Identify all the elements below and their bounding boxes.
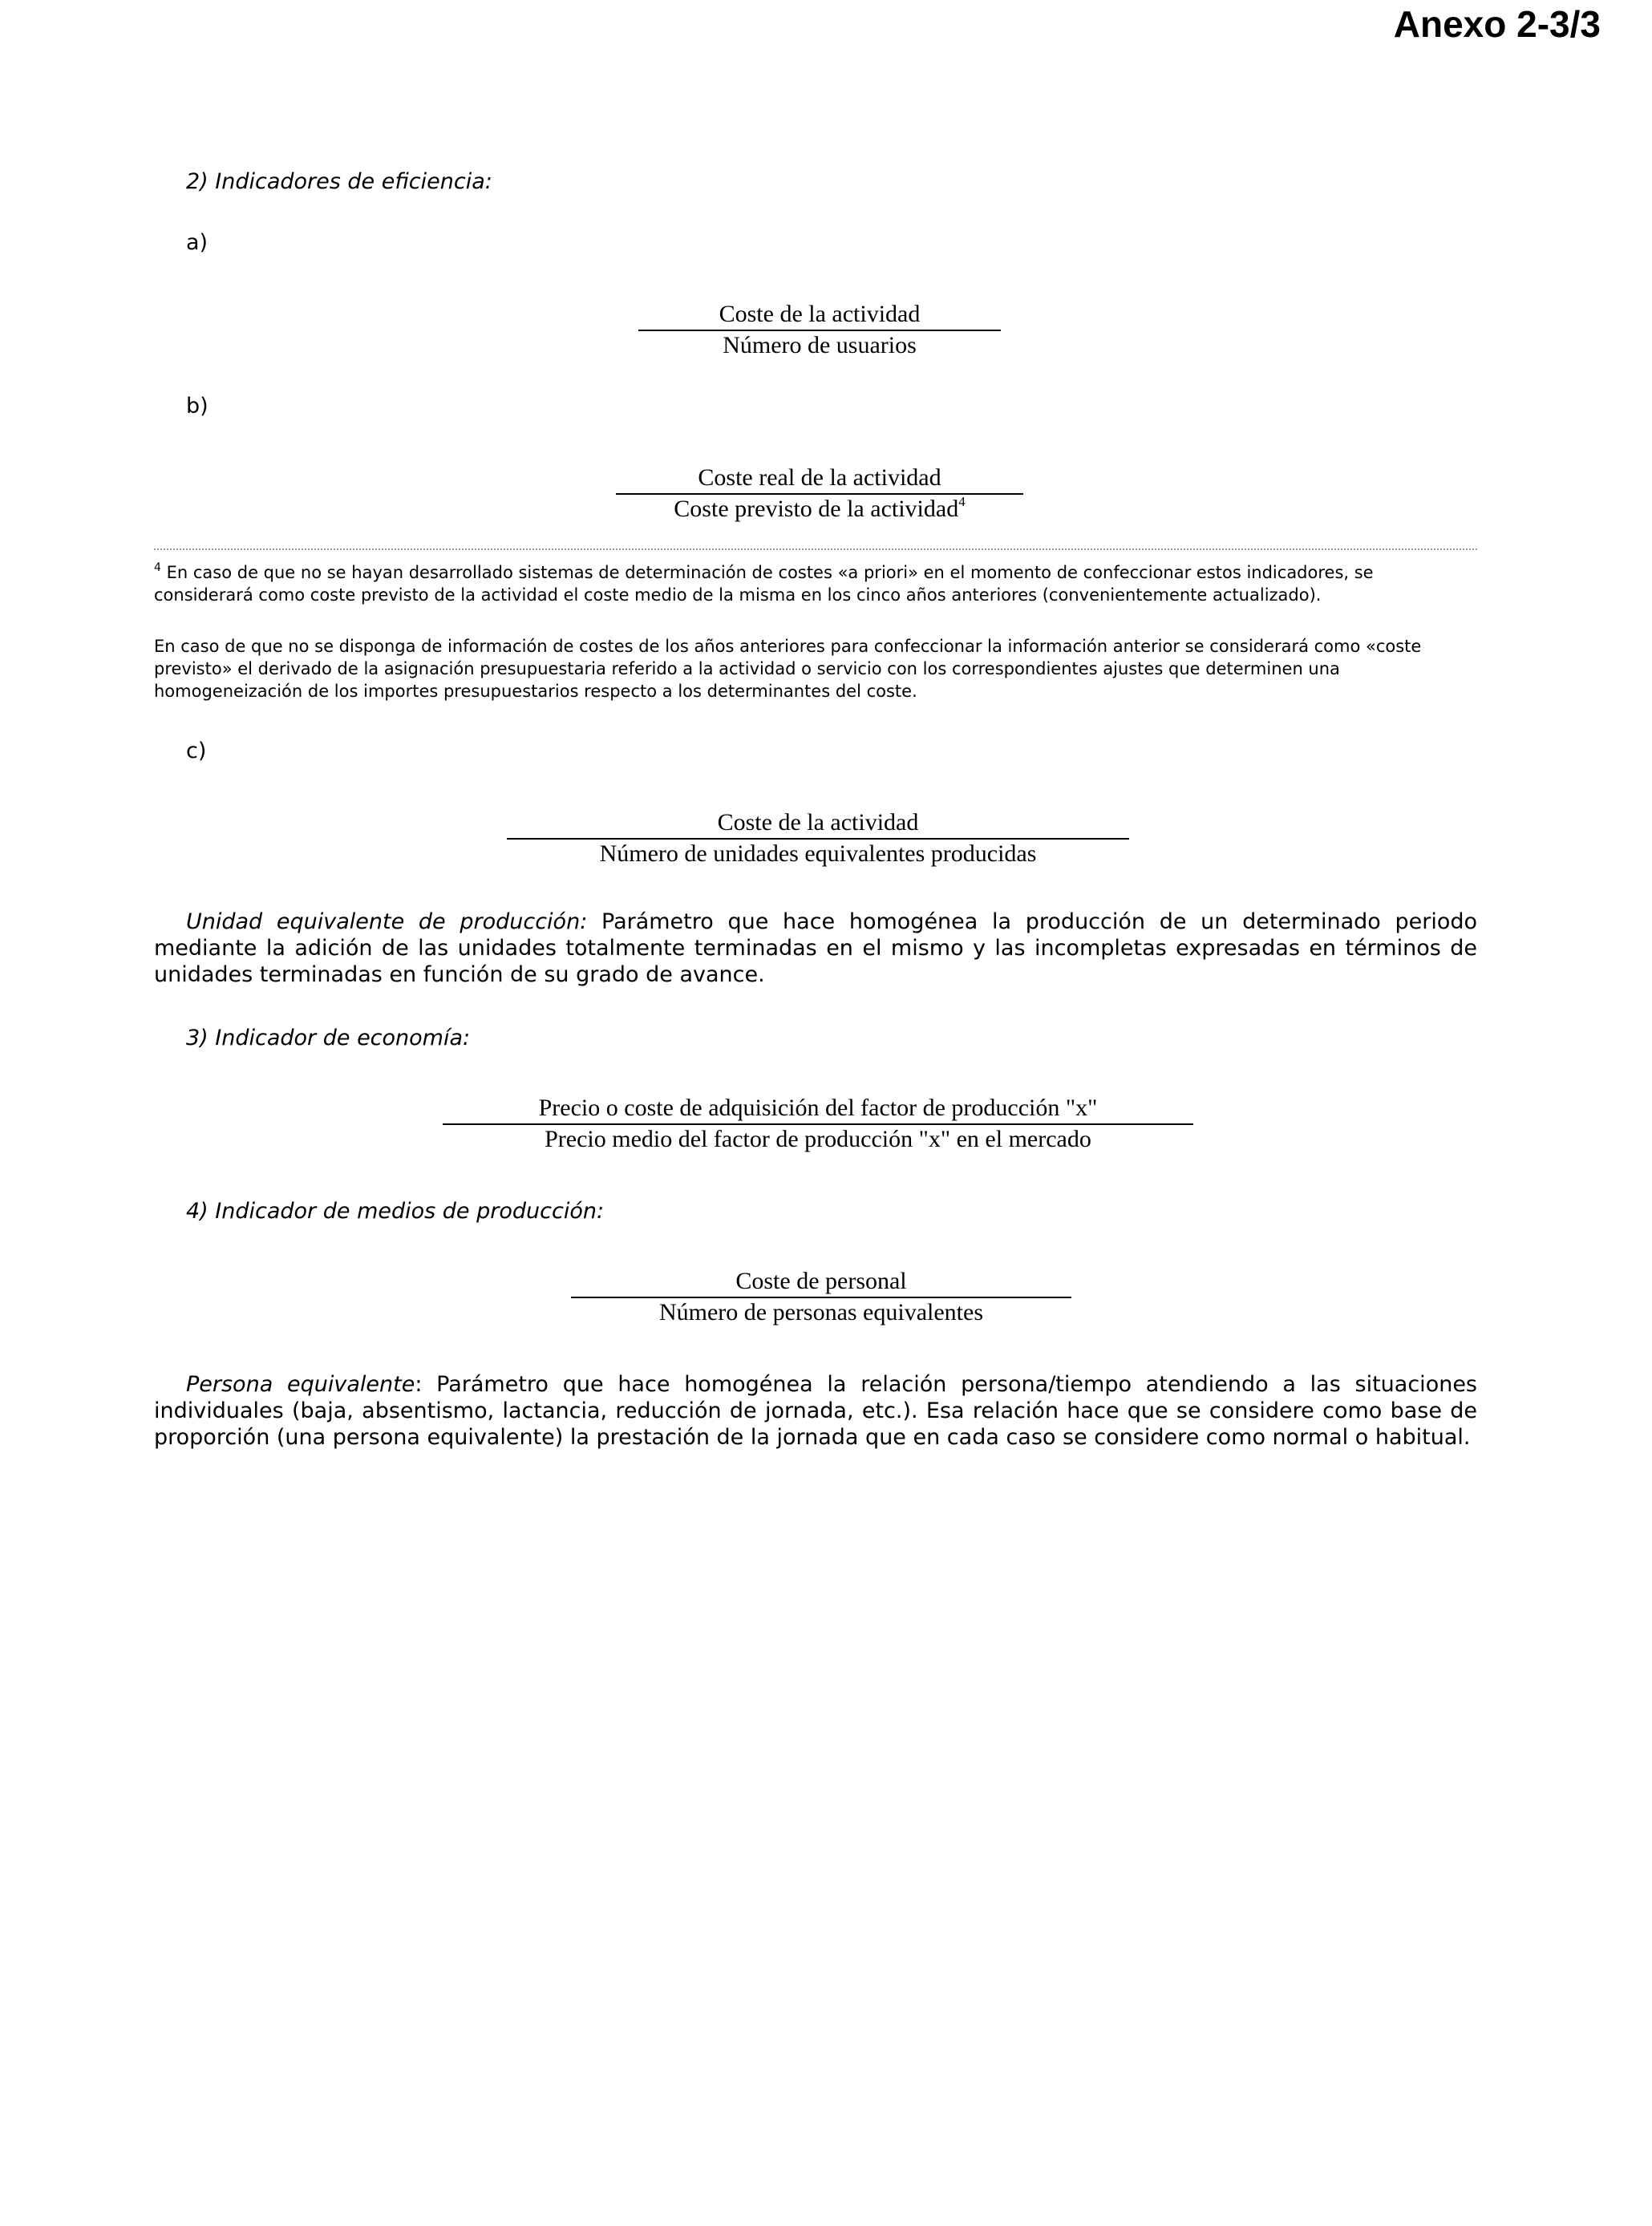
formula-c-numerator: Coste de la actividad [507, 808, 1129, 840]
formula-a-denominator: Número de usuarios [723, 332, 917, 358]
definition-equivalent-person-term: Persona equivalente [186, 1372, 415, 1397]
footnote-paragraph-2: En caso de que no se disponga de información de costes de los años anteriores para confeccionar la información anterior se considerará como «coste previsto» el derivado de la asignación presupuestaria referido a la actividad o servicio con los correspondientes ajustes que determinen una homogeneización de los importes presupuestarios respecto a los determinantes del coste. [154, 637, 1422, 701]
formula-c-denominator: Número de unidades equivalentes producidas [599, 840, 1037, 867]
formula-b-denominator-text: Coste previsto de la actividad [674, 496, 959, 522]
footnote-reference: 4 [958, 494, 966, 509]
footnote-marker: 4 [154, 561, 161, 574]
formula-b-numerator: Coste real de la actividad [616, 463, 1023, 495]
definition-equivalent-person-text: : Parámetro que hace homogénea la relación persona/tiempo atendiendo a las situaciones individuales (baja, absentismo, lactancia, reducción de jornada, etc.). Esa relación hace que se considere como base de proporción (una persona equivalente) la prestación de la jornada que en cada caso se considere como normal o habitual. [154, 1372, 1477, 1450]
footnote-paragraph-1-text: En caso de que no se hayan desarrollado sistemas de determinación de costes «a priori» en el momento de confeccionar estos indicadores, se considerará como coste previsto de la actividad el coste medio de la misma en los cinco años anteriores (convenientemente actualizado). [154, 563, 1374, 605]
annex-page-label: Anexo 2-3/3 [1393, 3, 1601, 45]
formula-economy [443, 1094, 1193, 1154]
formula-production-means [571, 1267, 1071, 1327]
section-3-title: 3) Indicador de economía: [186, 1026, 471, 1050]
formula-economy-numerator: Precio o coste de adquisición del factor de producción "x" [443, 1094, 1193, 1125]
formula-production-means-numerator: Coste de personal [571, 1267, 1071, 1298]
formula-c [507, 808, 1129, 868]
formula-a [638, 300, 1001, 360]
definition-equivalent-unit-text: Parámetro que hace homogénea la producción de un determinado periodo mediante la adición de las unidades totalmente terminadas en el mismo y las incompletas expresadas en términos de unidades terminadas en función de su grado de avance. [154, 909, 1478, 987]
definition-equivalent-unit [154, 909, 1477, 988]
item-b-label: b) [186, 394, 209, 419]
section-2-title: 2) Indicadores de eficiencia: [186, 169, 492, 194]
formula-b [616, 463, 1023, 524]
footnote-separator [154, 548, 1477, 550]
definition-equivalent-unit-term: Unidad equivalente de producción: [186, 909, 588, 934]
item-a-label: a) [186, 230, 209, 255]
formula-economy-denominator: Precio medio del factor de producción "x" en el mercado [545, 1126, 1091, 1152]
formula-a-numerator: Coste de la actividad [638, 300, 1001, 331]
section-4-title: 4) Indicador de medios de producción: [186, 1199, 605, 1224]
formula-production-means-denominator: Número de personas equivalentes [658, 1299, 984, 1325]
formula-b-denominator [616, 495, 1023, 524]
footnote-paragraph-1 [154, 561, 1477, 606]
item-c-label: c) [186, 739, 207, 763]
definition-equivalent-person [154, 1371, 1477, 1451]
